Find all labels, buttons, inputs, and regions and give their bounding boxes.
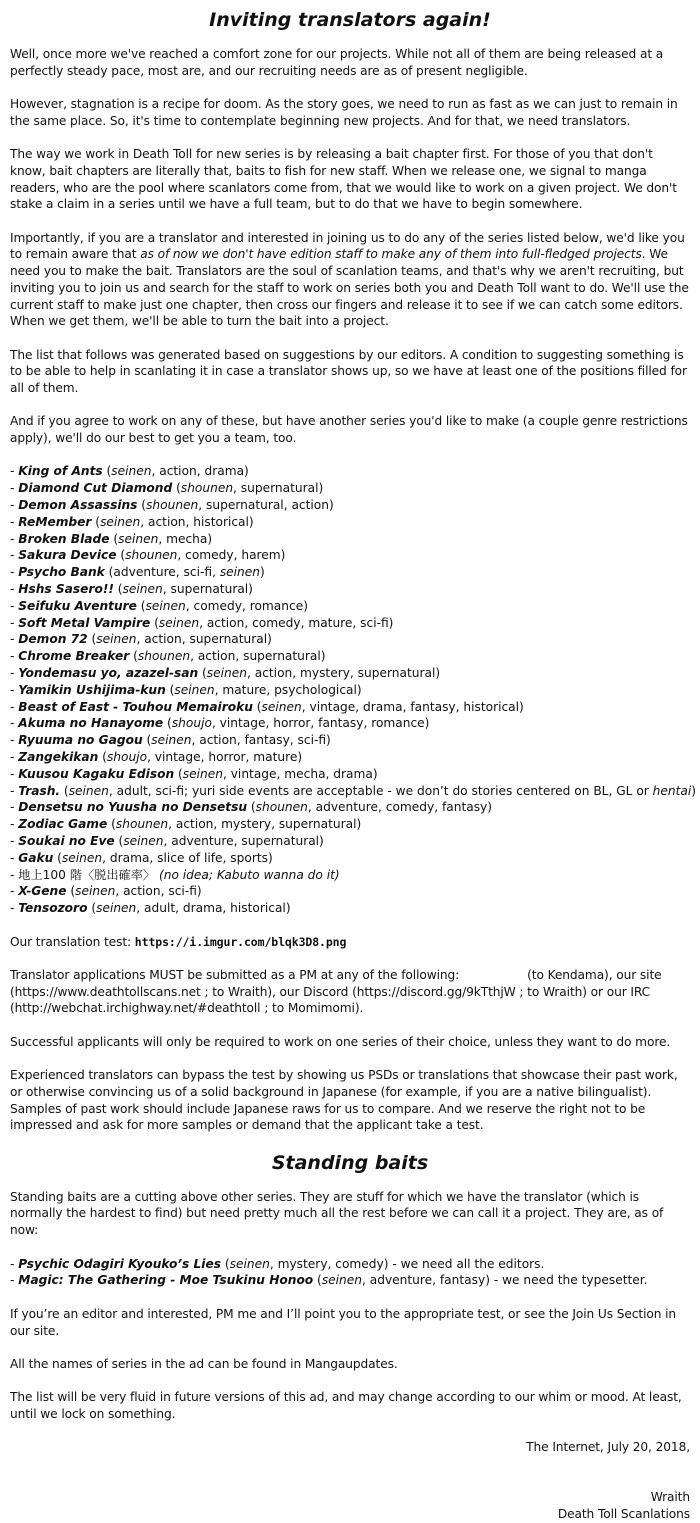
series-item: - Densetsu no Yuusha no Densetsu (shounen, adventure, comedy, fantasy) — [10, 800, 493, 815]
series-item: - Beast of East - Touhou Memairoku (seinen, vintage, drama, fantasy, historical) — [10, 699, 524, 714]
series-item: - ReMember (seinen, action, historical) — [10, 514, 254, 529]
list-intro-paragraph-2: And if you agree to work on any of these, but have another series you'd like to make (a couple genre restrictions apply), we'll do our best to get you a team, too. — [10, 414, 688, 446]
series-item: - Yamikin Ushijima-kun (seinen, mature, psychological) — [10, 682, 362, 697]
series-item: - Demon Assassins (shounen, supernatural, action) — [10, 498, 334, 513]
standing-list — [10, 1256, 690, 1290]
series-item: - 地上100 階〈脱出確率〉 (no idea; Kabuto wanna do it) — [10, 867, 340, 882]
series-item: - Hshs Sasero!! (seinen, supernatural) — [10, 582, 253, 597]
series-item: - Trash. (seinen, adult, sci-fi; yuri side events are acceptable - we don’t do stories centered on BL, GL or hentai) — [10, 783, 697, 798]
intro-paragraph-3: The way we work in Death Toll for new series is by releasing a bait chapter first. For those of you that don't know, bait chapters are literally that, baits to fish for new staff. When we release one, we signal to manga readers, who are the pool where scanlators come from, that we would like to work on a given project. We don't stake a claim in a series until we have a full team, but to do that we have to begin somewhere. — [10, 147, 677, 212]
closing-paragraph-3: The list will be very fluid in future versions of this ad, and may change according to our whim or mood. At least, until we lock on something. — [10, 1390, 682, 1422]
applications-paragraph: Translator applications MUST be submitted as a PM at any of the following: (to Kendama), our site (https://www.deathtollscans.net ; to Wraith), our Discord (https://discord.gg/9kTthjW ; to Wraith) or our IRC (http://webchat.irchighway.net/#deathtoll ; to Momimomi). — [10, 968, 662, 1016]
translation-test: Our translation test: https://i.imgur.com/blqk3D8.png — [10, 934, 347, 949]
series-item: - Soft Metal Vampire (seinen, action, comedy, mature, sci-fi) — [10, 615, 394, 630]
list-intro-paragraph-1: The list that follows was generated based on suggestions by our editors. A condition to suggesting something is to be able to help in scanlating it in case a translator shows up, so we have at least one of the positions filled for all of them. — [10, 347, 687, 395]
series-item: - Psycho Bank (adventure, sci-fi, seinen) — [10, 565, 265, 580]
closing-paragraph-2: All the names of series in the ad can be found in Mangaupdates. — [10, 1356, 398, 1371]
series-item: - Akuma no Hanayome (shoujo, vintage, horror, fantasy, romance) — [10, 716, 430, 731]
series-item: - Demon 72 (seinen, action, supernatural) — [10, 632, 272, 647]
series-item: - Soukai no Eve (seinen, adventure, supernatural) — [10, 834, 324, 849]
signature-group: Death Toll Scanlations — [557, 1506, 690, 1521]
series-item: - King of Ants (seinen, action, drama) — [10, 464, 249, 479]
series-item: - Gaku (seinen, drama, slice of life, sports) — [10, 850, 273, 865]
series-item: - Zangekikan (shoujo, vintage, horror, mature) — [10, 750, 303, 765]
page-title: Inviting translators again! — [209, 9, 491, 31]
series-list — [10, 463, 697, 917]
series-item: - Zodiac Game (shounen, action, mystery, supernatural) — [10, 817, 362, 832]
dateline: The Internet, July 20, 2018, — [526, 1440, 690, 1455]
series-item: - Ryuuma no Gagou (seinen, action, fantasy, sci-fi) — [10, 733, 331, 748]
series-item: - Broken Blade (seinen, mecha) — [10, 531, 213, 546]
series-item: - Tensozoro (seinen, adult, drama, historical) — [10, 901, 291, 916]
series-item: - Sakura Device (shounen, comedy, harem) — [10, 548, 286, 563]
outro-paragraph-1: Successful applicants will only be required to work on one series of their choice, unless they want to do more. — [10, 1034, 671, 1049]
translation-test-url[interactable]: https://i.imgur.com/blqk3D8.png — [134, 934, 347, 949]
series-item: - Diamond Cut Diamond (shounen, supernatural) — [10, 481, 324, 496]
series-item: - Kuusou Kagaku Edison (seinen, vintage, mecha, drama) — [10, 766, 378, 781]
outro-paragraph-2: Experienced translators can bypass the test by showing us PSDs or translations that showcase their past work, or otherwise convincing us of a solid background in Japanese (for example, if you are a native bilingualist). Samples of past work should include Japanese raws for us to compare. And we reserve the right not to be impressed and ask for more samples or demand that the applicant take a test. — [10, 1068, 678, 1133]
standing-baits-title: Standing baits — [271, 1151, 429, 1174]
series-item: - X-Gene (seinen, action, sci-fi) — [10, 884, 202, 899]
standing-bait-item: - Magic: The Gathering - Moe Tsukinu Honoo (seinen, adventure, fantasy) - we need the typesetter. — [10, 1273, 648, 1288]
standing-bait-item: - Psychic Odagiri Kyouko’s Lies (seinen, mystery, comedy) - we need all the editors. — [10, 1256, 545, 1271]
series-item: - Yondemasu yo, azazel-san (seinen, action, mystery, supernatural) — [10, 666, 441, 681]
importantly-paragraph: Importantly, if you are a translator and interested in joining us to do any of the series listed below, we'd like you to remain aware that as of now we don't have edition staff to make any of them into full-fledged projects. We need you to make the bait. Translators are the soul of scanlation teams, and that's why we aren't recruiting, but inviting you to join us and search for the staff to work on series both you and Death Toll want to do. We'll use the current staff to make just one chapter, then cross our fingers and release it to see if we can catch some editors. When we get them, we'll be able to turn the bait into a project. — [10, 230, 689, 329]
series-item: - Chrome Breaker (shounen, action, supernatural) — [10, 649, 326, 664]
intro-paragraph-2: However, stagnation is a recipe for doom. As the story goes, we need to run as fast as we can just to remain in the same place. So, it's time to contemplate beginning new projects. And for that, we need translators. — [10, 97, 678, 128]
intro-paragraph-1: Well, once more we've reached a comfort zone for our projects. While not all of them are being released at a perfectly steady pace, most are, and our recruiting needs are as of present negligible. — [10, 47, 664, 78]
signature-name: Wraith — [650, 1490, 690, 1505]
standing-intro: Standing baits are a cutting above other series. They are stuff for which we have the translator (which is normally the hardest to find) but need pretty much all the rest before we can call it a project. They are, as of now: — [10, 1189, 664, 1238]
closing-paragraph-1: If you’re an editor and interested, PM me and I’ll point you to the appropriate test, or see the Join Us Section in our site. — [10, 1306, 677, 1338]
series-item: - Seifuku Aventure (seinen, comedy, romance) — [10, 598, 308, 613]
signature — [10, 1489, 690, 1522]
